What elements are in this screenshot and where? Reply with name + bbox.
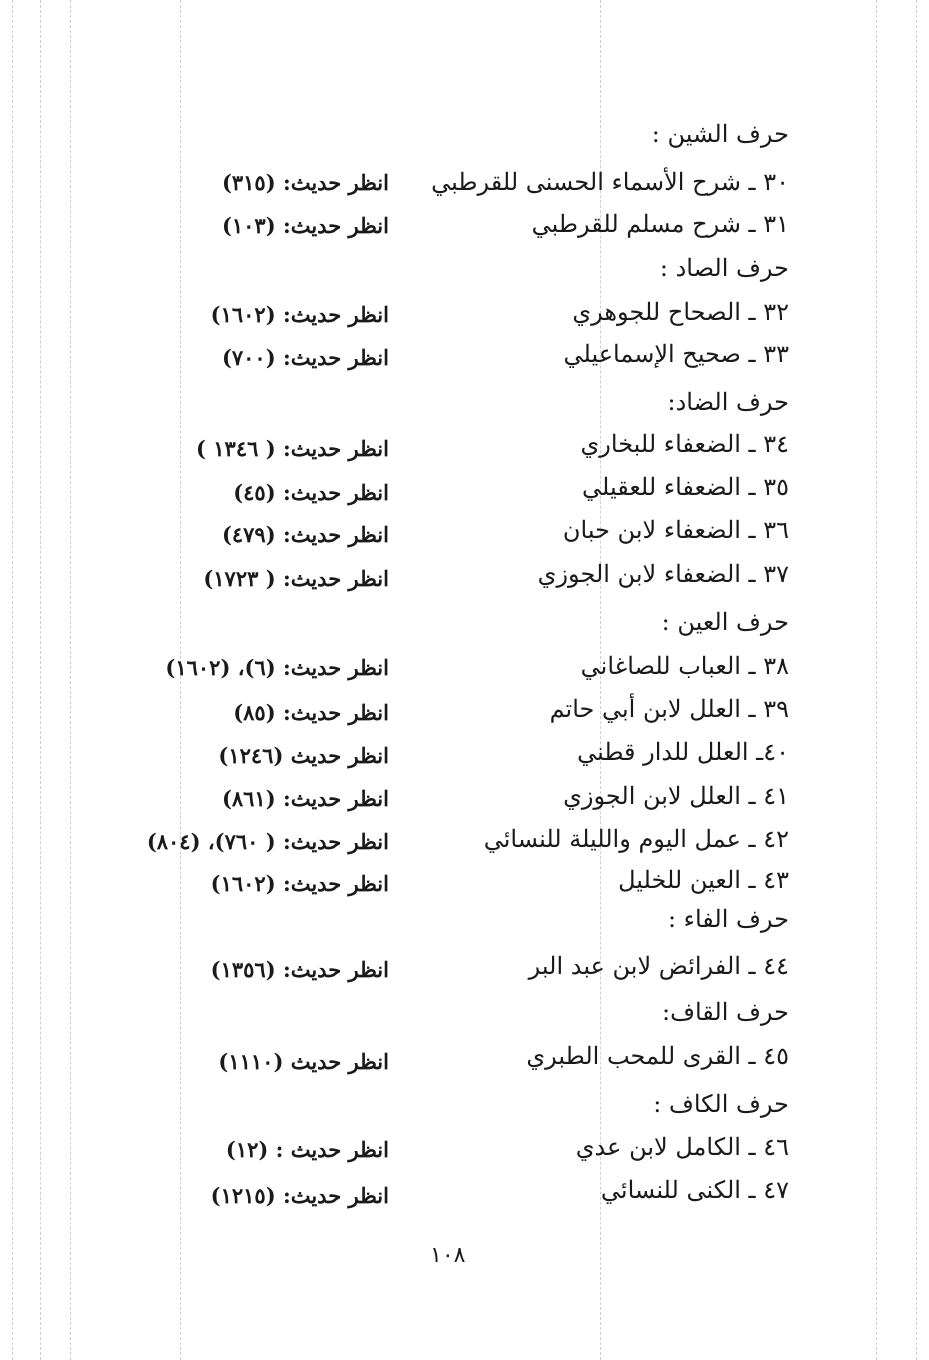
section-heading-shin: حرف الشين :	[651, 120, 789, 148]
entry-reference: انظر حديث: (٧٠٠)	[221, 345, 389, 370]
page-number: ١٠٨	[430, 1243, 466, 1268]
entry-reference: انظر حديث: (١٦٠٢)	[210, 871, 389, 896]
entry-reference: انظر حديث (١١١٠)	[218, 1049, 389, 1074]
entry-title: ٤٦ ـ الكامل لابن عدي	[575, 1133, 789, 1161]
entry-title: ٤٠ـ العلل للدار قطني	[577, 738, 789, 766]
entry-title: ٤٣ ـ العين للخليل	[618, 866, 789, 894]
entry-reference: انظر حديث: ( ١٣٤٦ )	[196, 436, 389, 461]
entry-reference: انظر حديث (١٢٤٦)	[218, 743, 389, 768]
entry-title: ٤٥ ـ القرى للمحب الطبري	[526, 1042, 789, 1070]
entry-title: ٣٨ ـ العباب للصاغاني	[580, 652, 789, 680]
entry-title: ٣٤ ـ الضعفاء للبخاري	[580, 430, 789, 458]
entry-title: ٤٧ ـ الكنى للنسائي	[600, 1176, 789, 1204]
entry-title: ٣٧ ـ الضعفاء لابن الجوزي	[537, 560, 789, 588]
section-heading-qaf: حرف القاف:	[662, 998, 789, 1026]
scan-guide-line	[180, 0, 181, 1360]
scan-guide-line	[70, 0, 71, 1360]
scan-guide-line	[40, 0, 41, 1360]
entry-reference: انظر حديث: (١٢١٥)	[210, 1183, 389, 1208]
entry-title: ٣٦ ـ الضعفاء لابن حبان	[562, 516, 789, 544]
entry-reference: انظر حديث: ( ٧٦٠)، (٨٠٤)	[146, 829, 389, 854]
entry-reference: انظر حديث: (٤٧٩)	[221, 522, 389, 547]
section-heading-fa: حرف الفاء :	[667, 905, 789, 933]
entry-title: ٤١ ـ العلل لابن الجوزي	[563, 782, 789, 810]
scan-guide-line	[12, 0, 13, 1360]
entry-title: ٣٩ ـ العلل لابن أبي حاتم	[549, 695, 789, 723]
entry-title: ٤٤ ـ الفرائض لابن عبد البر	[528, 952, 789, 980]
entry-title: ٣٠ ـ شرح الأسماء الحسنى للقرطبي	[431, 168, 789, 196]
section-heading-sad: حرف الصاد :	[659, 254, 789, 282]
entry-reference: انظر حديث: ( ١٧٢٣)	[203, 566, 389, 591]
entry-reference: انظر حديث: (٨٦١)	[221, 786, 389, 811]
entry-reference: انظر حديث: (١٠٣)	[221, 213, 389, 238]
scan-guide-line	[876, 0, 877, 1360]
entry-reference: انظر حديث: (١٦٠٢)	[210, 302, 389, 327]
entry-title: ٣١ ـ شرح مسلم للقرطبي	[531, 210, 789, 238]
section-heading-ain: حرف العين :	[661, 608, 789, 636]
entry-reference: انظر حديث: (١٣٥٦)	[210, 957, 389, 982]
section-heading-kaf: حرف الكاف :	[653, 1090, 789, 1118]
entry-reference: انظر حديث: (٣١٥)	[221, 170, 389, 195]
entry-title: ٣٣ ـ صحيح الإسماعيلي	[563, 340, 789, 368]
entry-reference: انظر حديث: (٤٥)	[233, 480, 389, 505]
entry-title: ٣٢ ـ الصحاح للجوهري	[572, 298, 789, 326]
entry-reference: انظر حديث: (٦)، (١٦٠٢)	[165, 655, 389, 680]
entry-title: ٤٢ ـ عمل اليوم والليلة للنسائي	[483, 825, 789, 853]
entry-reference: انظر حديث: (٨٥)	[233, 700, 389, 725]
scan-guide-line	[916, 0, 917, 1360]
entry-reference: انظر حديث : (١٢)	[225, 1137, 389, 1162]
section-heading-dad: حرف الضاد:	[667, 388, 789, 416]
entry-title: ٣٥ ـ الضعفاء للعقيلي	[582, 473, 789, 501]
